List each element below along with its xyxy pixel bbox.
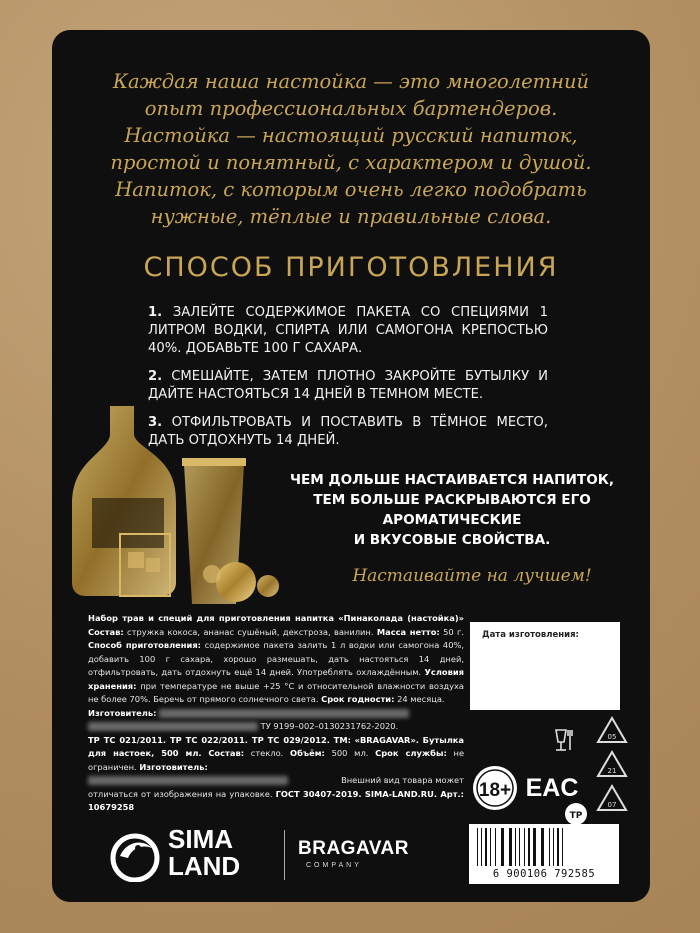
product-fine-print [88, 612, 464, 815]
product-name: Набор трав и специй для приготовления напитка «Пинаколада (настойка)» [88, 613, 464, 623]
recycle-code: 05 [607, 733, 617, 741]
eac-mark: EAC [525, 774, 579, 802]
barcode-bar [481, 828, 482, 866]
step-text: СМЕШАЙТЕ, ЗАТЕМ ПЛОТНО ЗАКРОЙТЕ БУТЫЛКУ И ДАЙТЕ НАСТОЯТЬСЯ 14 ДНЕЙ В ТЕМНОМ МЕСТЕ. [148, 369, 548, 402]
tr-mark: ТР [569, 811, 583, 821]
storage-text: при температуре не выше +25 °С и относительной влажности воздуха не более 70%. Беречь от прямого солнечного света. [88, 680, 464, 704]
barcode-bar [477, 828, 478, 866]
disclaimer-line1: Внешний вид товара может [341, 775, 464, 785]
barcode-bar [562, 828, 563, 866]
intro-line: нужные, тёплые и правильные слова. [150, 205, 552, 228]
service-life: не ограничен. [88, 748, 465, 772]
note-line: ТЕМ БОЛЬШЕ РАСКРЫВАЮТСЯ ЕГО [313, 492, 591, 508]
barcode-bar [495, 828, 496, 866]
barcode-bar [509, 828, 512, 866]
tm-label: ТМ: [333, 734, 351, 745]
barcode-bar [541, 828, 544, 866]
composition-label: Состав: [88, 626, 124, 637]
intro-line: Каждая наша настойка — это многолетний [112, 70, 590, 93]
volume: 500 мл. [331, 748, 369, 758]
barcode-number: 6 900106 792585 [492, 868, 596, 880]
storage-label: Условия хранения: [88, 667, 464, 691]
net-label: Масса нетто: [376, 626, 440, 637]
step-item [148, 304, 548, 358]
tr-codes: ТР ТС 021/2011. ТР ТС 022/2011. ТР ТС 029/2012. [88, 734, 330, 745]
sima-line: SIMA [168, 824, 233, 854]
tm-value: «BRAGAVAR». [354, 734, 419, 745]
gost-article: ГОСТ 30407-2019. SIMA-LAND.RU. Арт.: 10679258 [88, 788, 464, 812]
disclaimer-line2: отличаться от изображения на упаковке. [88, 788, 273, 799]
age-rating: 18+ [478, 780, 512, 801]
barcode-bar [549, 828, 550, 866]
step-number: 3. [148, 415, 163, 430]
method-label: Способ приготовления: [88, 640, 201, 650]
service-life-label: Срок службы: [375, 748, 447, 758]
blurred-maker [159, 709, 409, 718]
recycle-icon [598, 786, 626, 810]
age-badge-icon [473, 766, 517, 810]
recycle-code: 21 [607, 767, 617, 775]
maker2-label: Изготовитель: [139, 761, 208, 772]
manufacture-date-box [470, 622, 620, 710]
volume-label: Объём: [290, 748, 325, 758]
bragavar-wordmark: BRAGAVAR [298, 838, 409, 859]
maker-label: Изготовитель: [88, 707, 157, 718]
step-text: ЗАЛЕЙТЕ СОДЕРЖИМОЕ ПАКЕТА СО СПЕЦИЯМИ 1 ЛИТРОМ ВОДКИ, СПИРТА ИЛИ САМОГОНА КРЕПОСТЬЮ 40%. ДОБАВЬТЕ 100 Г САХАРА. [148, 305, 548, 356]
barcode-bar [528, 828, 530, 866]
step-number: 1. [148, 305, 163, 320]
food-contact-icon [556, 730, 572, 750]
barcode-bar [501, 828, 504, 866]
net-weight: 50 г. [443, 626, 465, 637]
intro-line: простой и понятный, с характером и душой. [110, 151, 592, 174]
barcode-bar [485, 828, 487, 866]
slogan: Настаивайте на лучшем! [352, 566, 592, 586]
recycle-icon [598, 752, 626, 776]
step-item [148, 368, 548, 404]
tr-circle-icon [565, 803, 587, 825]
logo-divider [284, 830, 285, 880]
shelf-life-label: Срок годности: [321, 694, 395, 704]
blurred-maker-address [88, 722, 258, 731]
recycle-code: 07 [607, 801, 617, 809]
barcode-bar [557, 828, 559, 866]
composition: стружка кокоса, ананас сушёный, декстроза, ванилин. [127, 626, 374, 637]
brand-logos [108, 826, 448, 886]
bottle-composition: стекло. [250, 748, 284, 758]
intro-line: Настойка — настоящий русский напиток, [124, 124, 578, 147]
note-line: ЧЕМ ДОЛЬШЕ НАСТАИВАЕТСЯ НАПИТОК, [289, 472, 615, 488]
sima-land-logo-icon [108, 828, 162, 882]
barcode-bar [515, 828, 516, 866]
steeping-note [262, 470, 642, 550]
barcode [469, 824, 619, 884]
intro-line: Напиток, с которым очень легко подобрать [115, 178, 587, 201]
tu-code: ТУ 9199–002–0130231762-2020. [260, 721, 399, 731]
manufacture-date-label: Дата изготовления: [482, 630, 579, 640]
sima-land-wordmark [168, 826, 240, 880]
land-line: LAND [168, 851, 241, 881]
barcode-bars [477, 828, 611, 866]
barcode-bar [524, 828, 525, 866]
step-text: ОТФИЛЬТРОВАТЬ И ПОСТАВИТЬ В ТЁМНОЕ МЕСТО, ДАТЬ ОТДОХНУТЬ 14 ДНЕЙ. [148, 415, 548, 448]
method-text: содержимое пакета залить 1 л водки или самогона 40%, добавить 100 г сахара, хорошо размешать, дать настояться 14 дней, отфильтровать, дать отдохнуть ещё 14 дней. Употреблять охлаждённым. [88, 640, 465, 677]
recycle-icon [598, 718, 626, 742]
step-number: 2. [148, 369, 163, 384]
shelf-life: 24 месяца. [397, 694, 445, 704]
method-title: СПОСОБ ПРИГОТОВЛЕНИЯ [143, 252, 559, 283]
barcode-bar [490, 828, 491, 866]
intro-line: опыт профессиональных бартендеров. [144, 97, 558, 120]
intro-text [72, 68, 630, 230]
barcode-bar [533, 828, 536, 866]
blurred-maker2 [88, 776, 288, 785]
label-card [52, 30, 650, 902]
barcode-bar [553, 828, 554, 866]
bottle-shaker-illustration [72, 406, 282, 606]
note-line: И ВКУСОВЫЕ СВОЙСТВА. [353, 532, 551, 548]
certification-icons [470, 716, 630, 826]
bragavar-subtitle: COMPANY [306, 862, 362, 869]
note-line: АРОМАТИЧЕСКИЕ [382, 512, 522, 528]
bottle-composition-label: Состав: [208, 748, 245, 758]
barcode-bar [519, 828, 520, 866]
bottle-label: Бутылка для настоек, 500 мл. [88, 734, 465, 758]
